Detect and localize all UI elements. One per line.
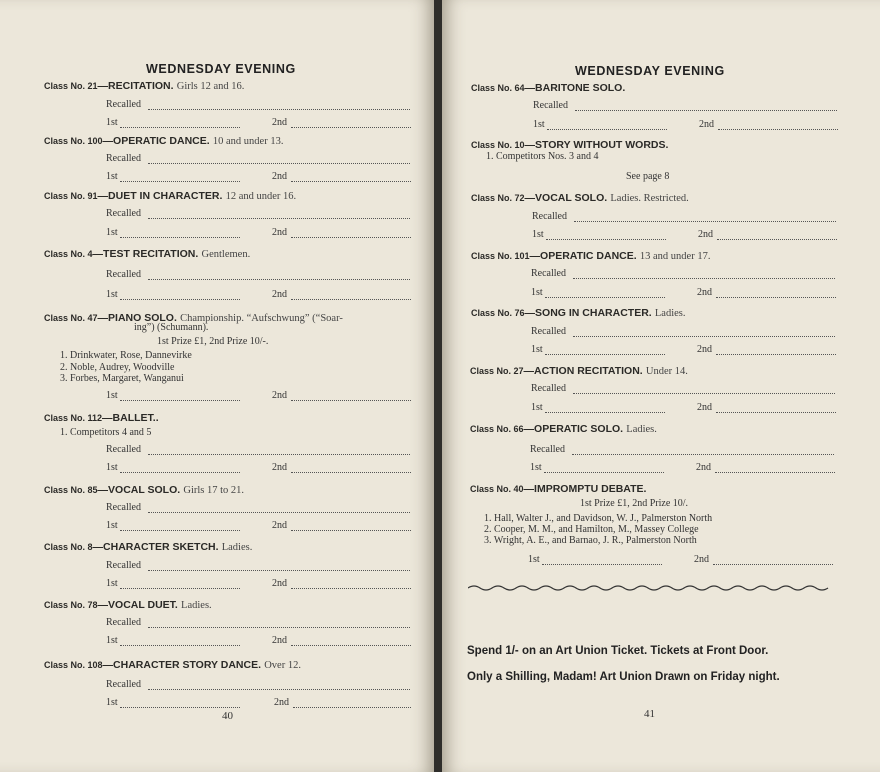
class-name: TEST RECITATION. xyxy=(103,248,199,260)
recalled-line xyxy=(148,570,410,571)
recalled-label: Recalled xyxy=(106,153,141,164)
class-number: Class No. 76 xyxy=(471,308,525,318)
class-name: STORY WITHOUT WORDS. xyxy=(535,139,669,151)
class-name: OPERATIC SOLO. xyxy=(534,423,624,435)
recalled-label: Recalled xyxy=(106,560,141,571)
class-name: OPERATIC DANCE. xyxy=(540,250,637,262)
class-name: IMPROMPTU DEBATE. xyxy=(534,483,647,495)
second-place-label: 2nd xyxy=(272,171,287,182)
recalled-line xyxy=(148,163,410,164)
class-title: Class No. 100—OPERATIC DANCE. 10 and under 13. xyxy=(44,135,284,147)
class-number: Class No. 101 xyxy=(471,251,530,261)
second-place-label: 2nd xyxy=(272,462,287,473)
recalled-line xyxy=(573,336,835,337)
recalled-line xyxy=(572,454,834,455)
class-detail: Gentlemen. xyxy=(201,249,251,260)
class-title: Class No. 91—DUET IN CHARACTER. 12 and under 16. xyxy=(44,190,297,202)
recalled-label: Recalled xyxy=(106,617,141,628)
first-place-line xyxy=(542,564,662,565)
first-place-line xyxy=(545,412,665,413)
class-number: Class No. 112 xyxy=(44,413,103,423)
first-place-label: 1st xyxy=(106,697,118,708)
first-place-label: 1st xyxy=(531,344,543,355)
recalled-label: Recalled xyxy=(106,269,141,280)
class-name: VOCAL DUET. xyxy=(108,599,178,611)
class-number: Class No. 4 xyxy=(44,249,93,259)
art-union-advert-line: Only a Shilling, Madam! Art Union Drawn on Friday night. xyxy=(467,671,780,683)
first-place-line xyxy=(120,588,240,589)
class-name: CHARACTER SKETCH. xyxy=(103,541,219,553)
competitor-entry: 1. Competitors 4 and 5 xyxy=(60,427,152,438)
second-place-line xyxy=(718,129,838,130)
second-place-label: 2nd xyxy=(272,289,287,300)
second-place-line xyxy=(716,354,836,355)
class-number: Class No. 40 xyxy=(470,484,524,494)
class-name: SONG IN CHARACTER. xyxy=(535,307,652,319)
class-detail: Ladies. xyxy=(221,542,253,553)
class-title: Class No. 85—VOCAL SOLO. Girls 17 to 21. xyxy=(44,484,245,496)
first-place-label: 1st xyxy=(533,119,545,130)
class-title: Class No. 64—BARITONE SOLO. xyxy=(471,82,626,94)
book-spine-gutter xyxy=(434,0,442,772)
second-place-line xyxy=(716,297,836,298)
competitor-entry: 1. Hall, Walter J., and Davidson, W. J., Palmerston North xyxy=(484,513,713,524)
class-title: Class No. 101—OPERATIC DANCE. 13 and under 17. xyxy=(471,250,711,262)
class-title: Class No. 78—VOCAL DUET. Ladies. xyxy=(44,599,212,611)
recalled-label: Recalled xyxy=(531,383,566,394)
recalled-label: Recalled xyxy=(531,268,566,279)
class-title: Class No. 76—SONG IN CHARACTER. Ladies. xyxy=(471,307,686,319)
second-place-label: 2nd xyxy=(274,697,289,708)
first-place-label: 1st xyxy=(106,390,118,401)
second-place-line xyxy=(291,472,411,473)
first-place-line xyxy=(120,472,240,473)
prize-line: 1st Prize £1, 2nd Prize 10/-. xyxy=(157,336,269,347)
second-place-label: 2nd xyxy=(694,554,709,565)
class-name: DUET IN CHARACTER. xyxy=(108,190,223,202)
class-detail: Ladies. Restricted. xyxy=(610,193,689,204)
competitor-entry: 1. Drinkwater, Rose, Dannevirke xyxy=(60,350,192,361)
second-place-line xyxy=(291,237,411,238)
recalled-line xyxy=(148,109,410,110)
second-place-label: 2nd xyxy=(698,229,713,240)
recalled-line xyxy=(148,279,410,280)
first-place-label: 1st xyxy=(530,462,542,473)
first-place-line xyxy=(546,239,666,240)
recalled-line xyxy=(573,393,835,394)
first-place-label: 1st xyxy=(531,402,543,413)
competitor-entry: 3. Wright, A. E., and Barnao, J. R., Palmerston North xyxy=(484,535,697,546)
class-name: VOCAL SOLO. xyxy=(535,192,608,204)
page-heading: WEDNESDAY EVENING xyxy=(575,64,725,78)
first-place-line xyxy=(547,129,667,130)
class-title: Class No. 108—CHARACTER STORY DANCE. Over 12. xyxy=(44,659,301,671)
class-number: Class No. 66 xyxy=(470,424,524,434)
second-place-label: 2nd xyxy=(272,227,287,238)
class-number: Class No. 21 xyxy=(44,81,98,91)
recalled-line xyxy=(148,454,410,455)
class-name: BARITONE SOLO. xyxy=(535,82,626,94)
second-place-line xyxy=(293,707,411,708)
recalled-line xyxy=(148,689,410,690)
class-title: Class No. 47—PIANO SOLO. Championship. “Aufschwung” (“Soar- xyxy=(44,312,343,324)
class-name: OPERATIC DANCE. xyxy=(113,135,210,147)
class-name: VOCAL SOLO. xyxy=(108,484,181,496)
second-place-line xyxy=(291,299,411,300)
class-number: Class No. 10 xyxy=(471,140,525,150)
wavy-divider-rule xyxy=(468,584,832,592)
class-title: Class No. 4—TEST RECITATION. Gentlemen. xyxy=(44,248,251,260)
class-title: Class No. 8—CHARACTER SKETCH. Ladies. xyxy=(44,541,253,553)
page-heading: WEDNESDAY EVENING xyxy=(146,62,296,76)
class-title: Class No. 10—STORY WITHOUT WORDS. xyxy=(471,139,669,151)
first-place-label: 1st xyxy=(532,229,544,240)
right-page xyxy=(442,0,880,772)
competitor-entry: 2. Cooper, M. M., and Hamilton, M., Massey College xyxy=(484,524,699,535)
class-detail: 10 and under 13. xyxy=(212,136,284,147)
class-title: Class No. 66—OPERATIC SOLO. Ladies. xyxy=(470,423,657,435)
recalled-line xyxy=(575,110,837,111)
second-place-label: 2nd xyxy=(699,119,714,130)
class-number: Class No. 64 xyxy=(471,83,525,93)
competitor-entry: 1. Competitors Nos. 3 and 4 xyxy=(486,151,599,162)
class-number: Class No. 91 xyxy=(44,191,98,201)
recalled-label: Recalled xyxy=(106,99,141,110)
first-place-line xyxy=(120,707,240,708)
recalled-line xyxy=(148,218,410,219)
second-place-line xyxy=(717,239,837,240)
second-place-label: 2nd xyxy=(272,520,287,531)
class-detail: Girls 12 and 16. xyxy=(176,81,245,92)
class-number: Class No. 8 xyxy=(44,542,93,552)
class-title: Class No. 27—ACTION RECITATION. Under 14. xyxy=(470,365,688,377)
recalled-label: Recalled xyxy=(106,444,141,455)
class-detail: Championship. “Aufschwung” (“Soar- xyxy=(180,313,343,324)
class-number: Class No. 100 xyxy=(44,136,103,146)
recalled-line xyxy=(574,221,836,222)
second-place-label: 2nd xyxy=(697,287,712,298)
page-number: 41 xyxy=(644,708,655,720)
first-place-line xyxy=(120,645,240,646)
class-detail: Ladies. xyxy=(181,600,212,611)
class-number: Class No. 47 xyxy=(44,313,98,323)
class-name: PIANO SOLO. xyxy=(108,312,177,324)
first-place-label: 1st xyxy=(106,462,118,473)
class-detail: Ladies. xyxy=(654,308,686,319)
recalled-line xyxy=(573,278,835,279)
second-place-label: 2nd xyxy=(272,635,287,646)
second-place-label: 2nd xyxy=(696,462,711,473)
first-place-label: 1st xyxy=(531,287,543,298)
first-place-label: 1st xyxy=(106,117,118,128)
recalled-label: Recalled xyxy=(106,679,141,690)
class-detail: Under 14. xyxy=(645,366,688,377)
second-place-label: 2nd xyxy=(697,344,712,355)
class-title: Class No. 40—IMPROMPTU DEBATE. xyxy=(470,483,647,495)
first-place-label: 1st xyxy=(528,554,540,565)
first-place-label: 1st xyxy=(106,520,118,531)
class-number: Class No. 85 xyxy=(44,485,98,495)
first-place-label: 1st xyxy=(106,289,118,300)
recalled-label: Recalled xyxy=(533,100,568,111)
competitor-entry: 3. Forbes, Margaret, Wanganui xyxy=(60,373,184,384)
first-place-line xyxy=(544,472,664,473)
first-place-line xyxy=(120,400,240,401)
first-place-line xyxy=(120,237,240,238)
first-place-line xyxy=(545,354,665,355)
recalled-line xyxy=(148,627,410,628)
competitor-entry: 2. Noble, Audrey, Woodville xyxy=(60,362,175,373)
second-place-line xyxy=(291,181,411,182)
class-detail: Over 12. xyxy=(264,660,301,671)
class-detail: Girls 17 to 21. xyxy=(183,485,245,496)
second-place-line xyxy=(291,530,411,531)
class-detail: 13 and under 17. xyxy=(639,251,711,262)
art-union-advert-line: Spend 1/- on an Art Union Ticket. Tickets at Front Door. xyxy=(467,645,769,657)
first-place-line xyxy=(120,127,240,128)
class-title: Class No. 72—VOCAL SOLO. Ladies. Restricted. xyxy=(471,192,689,204)
first-place-label: 1st xyxy=(106,578,118,589)
second-place-line xyxy=(291,400,411,401)
class-name: BALLET.. xyxy=(112,412,159,424)
second-place-label: 2nd xyxy=(272,117,287,128)
first-place-label: 1st xyxy=(106,635,118,646)
class-number: Class No. 27 xyxy=(470,366,524,376)
first-place-line xyxy=(545,297,665,298)
second-place-label: 2nd xyxy=(272,578,287,589)
class-title: Class No. 21—RECITATION. Girls 12 and 16. xyxy=(44,80,245,92)
second-place-line xyxy=(715,472,835,473)
recalled-line xyxy=(148,512,410,513)
recalled-label: Recalled xyxy=(532,211,567,222)
first-place-line xyxy=(120,299,240,300)
class-number: Class No. 108 xyxy=(44,660,103,670)
class-detail: 12 and under 16. xyxy=(225,191,297,202)
recalled-label: Recalled xyxy=(106,208,141,219)
class-detail: Ladies. xyxy=(626,424,657,435)
see-page-note: See page 8 xyxy=(626,171,670,182)
first-place-line xyxy=(120,530,240,531)
class-name: RECITATION. xyxy=(108,80,174,92)
second-place-line xyxy=(713,564,833,565)
class-name: CHARACTER STORY DANCE. xyxy=(113,659,262,671)
recalled-label: Recalled xyxy=(106,502,141,513)
second-place-line xyxy=(716,412,836,413)
second-place-label: 2nd xyxy=(272,390,287,401)
page-number: 40 xyxy=(222,710,233,722)
recalled-label: Recalled xyxy=(530,444,565,455)
first-place-label: 1st xyxy=(106,227,118,238)
first-place-label: 1st xyxy=(106,171,118,182)
second-place-line xyxy=(291,588,411,589)
left-page xyxy=(0,0,434,772)
class-title: Class No. 112—BALLET.. xyxy=(44,412,159,424)
prize-line: 1st Prize £1, 2nd Prize 10/. xyxy=(580,498,689,509)
recalled-label: Recalled xyxy=(531,326,566,337)
second-place-line xyxy=(291,645,411,646)
second-place-label: 2nd xyxy=(697,402,712,413)
class-detail-continued: ing”) (Schumann). xyxy=(134,322,209,333)
class-number: Class No. 78 xyxy=(44,600,98,610)
class-number: Class No. 72 xyxy=(471,193,525,203)
second-place-line xyxy=(291,127,411,128)
first-place-line xyxy=(120,181,240,182)
class-name: ACTION RECITATION. xyxy=(534,365,643,377)
